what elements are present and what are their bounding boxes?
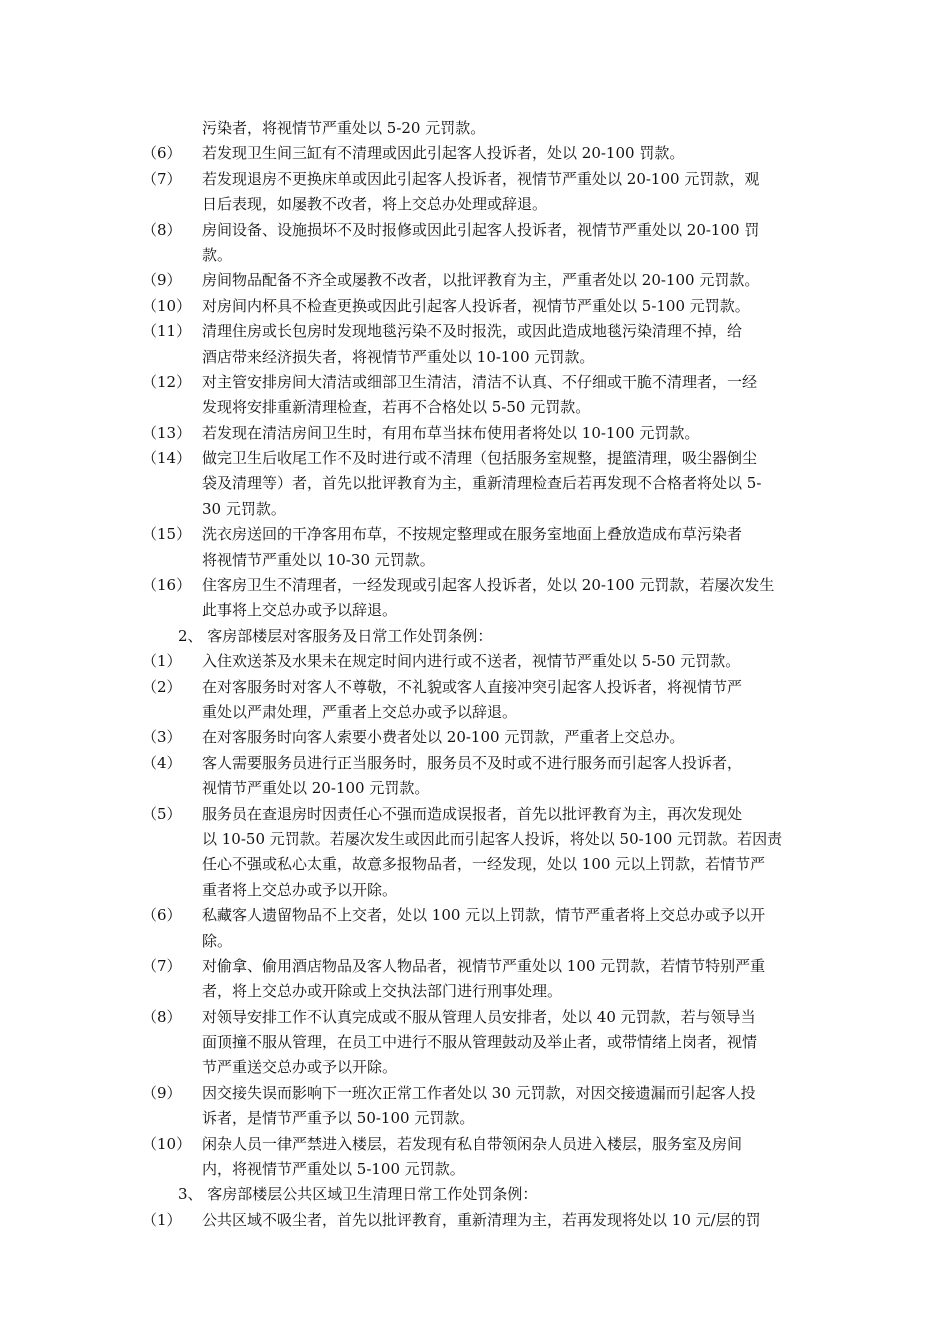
list-item xyxy=(0,370,950,395)
list-item xyxy=(0,1005,950,1030)
item-text: 对房间内杯具不检查更换或因此引起客人投诉者，视情节严重处以 5-100 元罚款。 xyxy=(202,296,750,315)
item-number: （13） xyxy=(142,423,192,442)
item-text: 对主管安排房间大清洁或细部卫生清洁，清洁不认真、不仔细或干脆不清理者，一经 xyxy=(202,372,758,391)
item-number: （7） xyxy=(142,956,182,975)
continuation-text: 内，将视情节严重处以 5-100 元罚款。 xyxy=(202,1160,465,1179)
list-item xyxy=(0,141,950,166)
list-item xyxy=(0,649,950,674)
item-text: 私藏客人遗留物品不上交者，处以 100 元以上罚款，情节严重者将上交总办或予以开 xyxy=(202,906,766,925)
item-number: （10） xyxy=(142,296,192,315)
continuation-text: 任心不强或私心太重，故意多报物品者，一经发现，处以 100 元以上罚款，若情节严 xyxy=(202,855,766,874)
item-text: 住客房卫生不清理者，一经发现或引起客人投诉者，处以 20-100 元罚款，若屡次发生 xyxy=(202,576,775,595)
list-item xyxy=(0,421,950,446)
list-item xyxy=(0,218,950,243)
list-item xyxy=(0,751,950,776)
list-item xyxy=(0,1132,950,1157)
continuation-line xyxy=(0,1106,950,1131)
item-text: 客人需要服务员进行正当服务时，服务员不及时或不进行服务而引起客人投诉者， xyxy=(202,753,743,772)
continuation-text: 重者将上交总办或予以开除。 xyxy=(202,880,398,899)
item-number: （9） xyxy=(142,271,182,290)
continuation-text: 节严重送交总办或予以开除。 xyxy=(202,1058,398,1077)
continuation-line xyxy=(0,395,950,420)
item-number: （12） xyxy=(142,372,192,391)
item-number: （6） xyxy=(142,144,182,163)
item-text: 做完卫生后收尾工作不及时进行或不清理（包括服务室规整，提篮清理，吸尘器倒尘 xyxy=(202,449,758,468)
continuation-line xyxy=(0,979,950,1004)
list-item xyxy=(0,522,950,547)
item-number: （1） xyxy=(142,1210,182,1229)
continuation-line xyxy=(0,827,950,852)
list-item xyxy=(0,725,950,750)
item-number: （10） xyxy=(142,1134,192,1153)
continuation-text: 诉者，是情节严重予以 50-100 元罚款。 xyxy=(202,1109,475,1128)
continuation-line xyxy=(0,852,950,877)
continuation-text: 视情节严重处以 20-100 元罚款。 xyxy=(202,779,430,798)
list-item xyxy=(0,903,950,928)
list-item xyxy=(0,1208,950,1233)
continuation-line xyxy=(0,1055,950,1080)
item-number: （9） xyxy=(142,1083,182,1102)
continuation-text: 重处以严肃处理，严重者上交总办或予以辞退。 xyxy=(202,702,518,721)
item-text: 公共区域不吸尘者，首先以批评教育，重新清理为主，若再发现将处以 10 元/层的罚 xyxy=(202,1210,761,1229)
item-number: （6） xyxy=(142,906,182,925)
item-text: 若发现退房不更换床单或因此引起客人投诉者，视情节严重处以 20-100 元罚款，观 xyxy=(202,169,760,188)
list-item xyxy=(0,1081,950,1106)
continuation-text: 污染者，将视情节严重处以 5-20 元罚款。 xyxy=(202,119,486,137)
item-text: 对偷拿、偷用酒店物品及客人物品者，视情节严重处以 100 元罚款，若情节特别严重 xyxy=(202,956,766,975)
section-heading-text: 2、 客房部楼层对客服务及日常工作处罚条例： xyxy=(178,626,493,645)
item-text: 服务员在查退房时因责任心不强而造成误报者，首先以批评教育为主，再次发现处 xyxy=(202,804,743,823)
continuation-text: 除。 xyxy=(202,931,233,950)
continuation-text: 将视情节严重处以 10-30 元罚款。 xyxy=(202,550,435,569)
continuation-line xyxy=(0,345,950,370)
item-text: 房间设备、设施损坏不及时报修或因此引起客人投诉者，视情节严重处以 20-100 罚 xyxy=(202,220,760,239)
continuation-line xyxy=(0,243,950,268)
list-item xyxy=(0,802,950,827)
list-item xyxy=(0,446,950,471)
continuation-line xyxy=(0,700,950,725)
item-number: （2） xyxy=(142,677,182,696)
continuation-text: 面顶撞不服从管理，在员工中进行不服从管理鼓动及举止者，或带情绪上岗者，视情 xyxy=(202,1033,758,1052)
continuation-text: 酒店带来经济损失者，将视情节严重处以 10-100 元罚款。 xyxy=(202,347,595,366)
item-text: 清理住房或长包房时发现地毯污染不及时报洗，或因此造成地毯污染清理不掉，给 xyxy=(202,322,743,341)
list-item xyxy=(0,573,950,598)
continuation-line xyxy=(0,1030,950,1055)
continuation-line xyxy=(0,497,950,522)
item-number: （8） xyxy=(142,1007,182,1026)
list-item xyxy=(0,294,950,319)
item-text: 入住欢送茶及水果未在规定时间内进行或不送者，视情节严重处以 5-50 元罚款。 xyxy=(202,652,741,671)
continuation-line xyxy=(0,116,950,141)
continuation-text: 以 10-50 元罚款。若屡次发生或因此而引起客人投诉，将处以 50-100 元罚款。若因责 xyxy=(202,829,783,848)
continuation-line xyxy=(0,548,950,573)
continuation-text: 款。 xyxy=(202,245,233,264)
continuation-text: 发现将安排重新清理检查，若再不合格处以 5-50 元罚款。 xyxy=(202,398,591,417)
item-text: 若发现卫生间三缸有不清理或因此引起客人投诉者，处以 20-100 罚款。 xyxy=(202,144,685,163)
item-number: （14） xyxy=(142,449,192,468)
item-text: 闲杂人员一律严禁进入楼层，若发现有私自带领闲杂人员进入楼层，服务室及房间 xyxy=(202,1134,743,1153)
item-text: 在对客服务时对客人不尊敬，不礼貌或客人直接冲突引起客人投诉者，将视情节严 xyxy=(202,677,743,696)
continuation-line xyxy=(0,192,950,217)
item-number: （3） xyxy=(142,728,182,747)
continuation-line xyxy=(0,1157,950,1182)
item-number: （4） xyxy=(142,753,182,772)
item-text: 若发现在清洁房间卫生时，有用布草当抹布使用者将处以 10-100 元罚款。 xyxy=(202,423,700,442)
item-number: （15） xyxy=(142,525,192,544)
item-number: （7） xyxy=(142,169,182,188)
continuation-line xyxy=(0,878,950,903)
list-item xyxy=(0,954,950,979)
list-item xyxy=(0,319,950,344)
document-page xyxy=(0,116,950,1233)
item-number: （5） xyxy=(142,804,182,823)
item-number: （16） xyxy=(142,576,192,595)
continuation-line xyxy=(0,598,950,623)
continuation-text: 者，将上交总办或开除或上交执法部门进行刑事处理。 xyxy=(202,982,563,1001)
item-text: 在对客服务时向客人索要小费者处以 20-100 元罚款，严重者上交总办。 xyxy=(202,728,685,747)
section-heading-text: 3、 客房部楼层公共区域卫生清理日常工作处罚条例： xyxy=(178,1185,538,1204)
continuation-line xyxy=(0,929,950,954)
continuation-line xyxy=(0,776,950,801)
item-number: （11） xyxy=(142,322,192,341)
continuation-text: 此事将上交总办或予以辞退。 xyxy=(202,601,398,620)
item-text: 因交接失误而影响下一班次正常工作者处以 30 元罚款，对因交接遗漏而引起客人投 xyxy=(202,1083,756,1102)
item-number: （1） xyxy=(142,652,182,671)
item-number: （8） xyxy=(142,220,182,239)
section-heading xyxy=(0,1182,950,1207)
list-item xyxy=(0,167,950,192)
list-item xyxy=(0,268,950,293)
section-heading xyxy=(0,624,950,649)
continuation-text: 日后表现，如屡教不改者，将上交总办处理或辞退。 xyxy=(202,195,548,214)
item-text: 洗衣房送回的干净客用布草，不按规定整理或在服务室地面上叠放造成布草污染者 xyxy=(202,525,743,544)
item-text: 房间物品配备不齐全或屡教不改者，以批评教育为主，严重者处以 20-100 元罚款。 xyxy=(202,271,760,290)
continuation-text: 袋及清理等）者，首先以批评教育为主，重新清理检查后若再发现不合格者将处以 5- xyxy=(202,474,762,493)
continuation-text: 30 元罚款。 xyxy=(202,499,286,518)
list-item xyxy=(0,675,950,700)
item-text: 对领导安排工作不认真完成或不服从管理人员安排者，处以 40 元罚款，若与领导当 xyxy=(202,1007,756,1026)
continuation-line xyxy=(0,471,950,496)
